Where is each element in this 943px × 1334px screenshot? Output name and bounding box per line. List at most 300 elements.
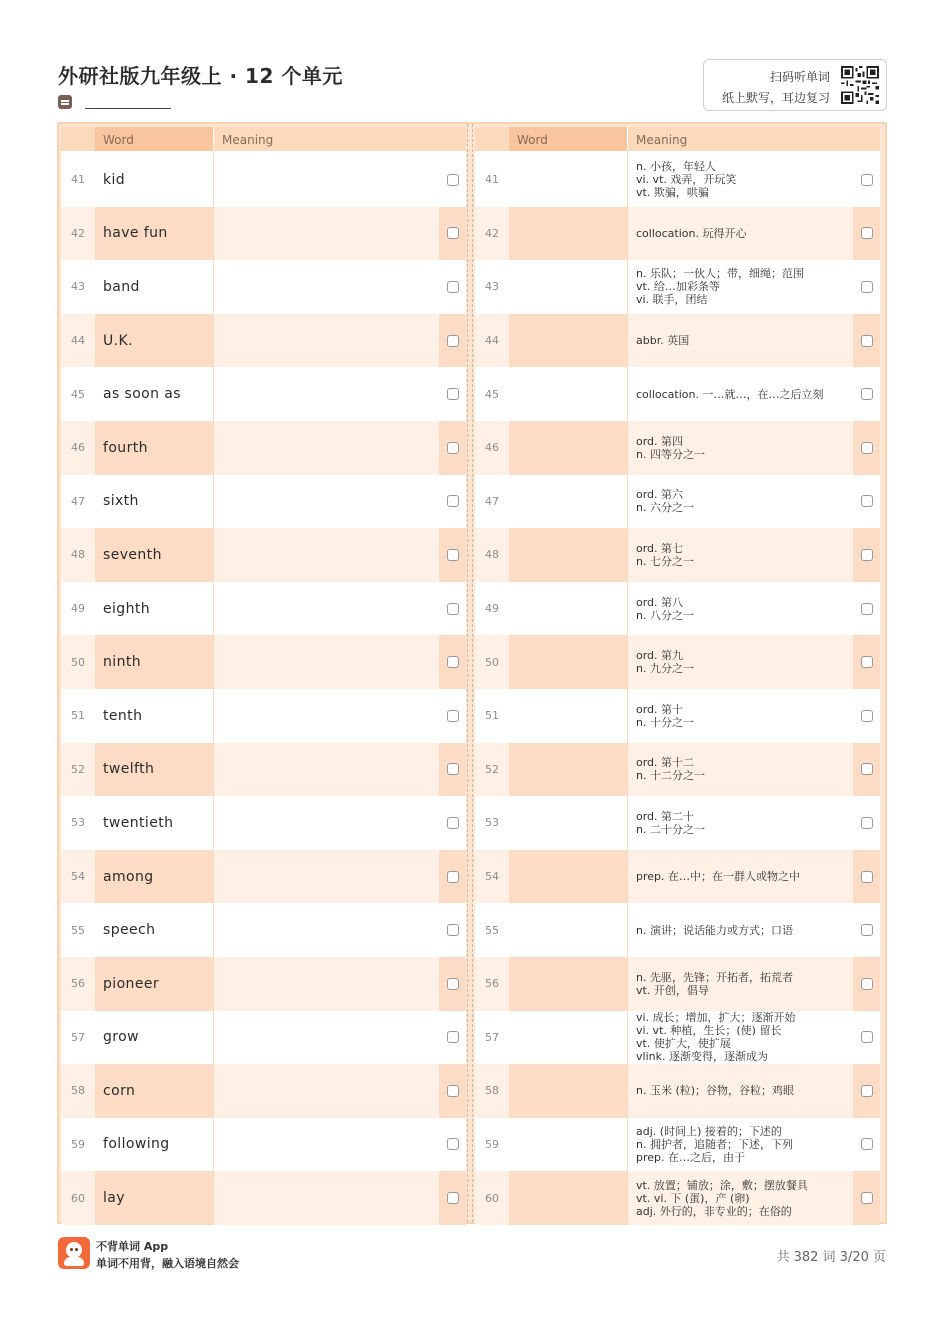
table-row — [475, 743, 880, 797]
table-row — [61, 635, 466, 689]
meaning-cell[interactable] — [627, 796, 853, 850]
checkbox[interactable] — [861, 924, 873, 936]
check-cell — [853, 1011, 880, 1065]
check-cell — [439, 528, 466, 582]
app-logo — [58, 1237, 90, 1269]
word-cell — [509, 582, 627, 636]
meaning-cell[interactable] — [627, 528, 853, 582]
checkbox[interactable] — [861, 710, 873, 722]
row-number: 44 — [71, 334, 85, 348]
check-cell — [853, 421, 880, 475]
scan-subcaption: 纸上默写，耳边复习 — [721, 91, 830, 105]
meaning-cell — [213, 743, 439, 797]
checkbox[interactable] — [447, 978, 459, 990]
row-number: 47 — [71, 494, 85, 508]
word-cell[interactable]: following — [95, 1118, 213, 1172]
checkbox[interactable] — [447, 1138, 459, 1150]
meaning-cell — [213, 796, 439, 850]
mascot-eye-icon — [70, 1248, 73, 1251]
meaning-line: prep. 在…中；在一群人或物之中 — [636, 870, 801, 884]
word-cell — [509, 1118, 627, 1172]
meaning-cell — [213, 635, 439, 689]
table-row — [61, 796, 466, 850]
meaning-cell — [213, 528, 439, 582]
fold-divider — [467, 124, 473, 1222]
table-row — [61, 689, 466, 743]
row-number: 58 — [71, 1084, 85, 1098]
row-number: 58 — [485, 1084, 499, 1098]
table-row — [61, 1118, 466, 1172]
row-number: 47 — [485, 494, 499, 508]
table-row — [61, 582, 466, 636]
meaning-cell[interactable] — [627, 260, 853, 314]
checkbox[interactable] — [447, 1031, 459, 1043]
check-cell — [853, 1064, 880, 1118]
meaning-line: n. 九分之一 — [636, 662, 694, 676]
mascot-face-icon — [66, 1242, 82, 1258]
row-number: 43 — [71, 280, 85, 294]
meaning-line: vt. 欺骗，哄骗 — [636, 186, 709, 200]
footer-slogan: 单词不用背，融入语境自然会 — [96, 1257, 239, 1270]
table-row — [61, 528, 466, 582]
meaning-line: vt. 开创，倡导 — [636, 983, 709, 997]
check-cell — [853, 260, 880, 314]
row-number: 52 — [71, 762, 85, 776]
checkbox[interactable] — [861, 656, 873, 668]
meaning-cell[interactable] — [627, 1171, 853, 1225]
check-cell — [853, 582, 880, 636]
row-number: 56 — [485, 977, 499, 991]
page-indicator: 共 382 词 3/20 页 — [776, 1250, 886, 1265]
checkbox[interactable] — [447, 710, 459, 722]
meaning-cell[interactable] — [627, 1064, 853, 1118]
checkbox[interactable] — [447, 388, 459, 400]
column-header-word: Word — [95, 127, 213, 151]
meaning-line: n. 十分之一 — [636, 715, 694, 729]
checkbox[interactable] — [447, 281, 459, 293]
table-row — [61, 903, 466, 957]
footer-app-name: 不背单词 App — [96, 1240, 169, 1253]
meaning-line: ord. 第四 — [636, 434, 684, 448]
meaning-cell — [213, 957, 439, 1011]
check-cell — [853, 957, 880, 1011]
check-cell — [439, 957, 466, 1011]
table-row — [475, 582, 880, 636]
row-number: 60 — [485, 1191, 499, 1205]
word-cell — [509, 207, 627, 261]
column-header-word: Word — [509, 127, 627, 151]
row-number: 48 — [71, 548, 85, 562]
row-number: 53 — [485, 816, 499, 830]
row-number: 41 — [71, 173, 85, 187]
meaning-cell[interactable] — [627, 957, 853, 1011]
meaning-cell — [213, 260, 439, 314]
meaning-cell[interactable] — [627, 314, 853, 368]
table-header — [61, 127, 466, 151]
meaning-line: n. 演讲；说话能力或方式；口语 — [636, 923, 793, 937]
table-row — [61, 850, 466, 904]
meaning-cell[interactable] — [627, 421, 853, 475]
check-cell — [853, 1118, 880, 1172]
checkbox[interactable] — [447, 442, 459, 454]
table-row — [475, 796, 880, 850]
check-cell — [439, 1064, 466, 1118]
row-number: 44 — [485, 334, 499, 348]
meaning-cell — [213, 1118, 439, 1172]
word-cell[interactable]: corn — [95, 1064, 213, 1118]
table-row — [475, 153, 880, 207]
table-row — [475, 850, 880, 904]
meaning-cell[interactable] — [627, 153, 853, 207]
vocabulary-sheet — [57, 122, 887, 1224]
row-number: 59 — [71, 1137, 85, 1151]
checkbox[interactable] — [447, 227, 459, 239]
meaning-cell[interactable] — [627, 475, 853, 529]
table-row — [475, 1118, 880, 1172]
meaning-cell[interactable] — [627, 207, 853, 261]
checkbox[interactable] — [447, 495, 459, 507]
meaning-line: vlink. 逐渐变得，逐渐成为 — [636, 1050, 768, 1064]
check-cell — [439, 314, 466, 368]
checkbox[interactable] — [447, 871, 459, 883]
word-cell — [509, 1011, 627, 1065]
checkbox[interactable] — [447, 656, 459, 668]
table-row — [475, 1064, 880, 1118]
table-row — [61, 475, 466, 529]
table-header — [475, 127, 880, 151]
meaning-line: adj. (时间上) 接着的；下述的 — [636, 1124, 782, 1138]
check-cell — [853, 903, 880, 957]
table-row — [61, 957, 466, 1011]
meaning-cell — [213, 421, 439, 475]
row-number: 53 — [71, 816, 85, 830]
checkbox[interactable] — [861, 388, 873, 400]
word-cell — [509, 635, 627, 689]
check-cell — [439, 1118, 466, 1172]
meaning-line: ord. 第十二 — [636, 756, 695, 770]
check-cell — [439, 1171, 466, 1225]
meaning-line: ord. 第八 — [636, 595, 684, 609]
check-cell — [439, 850, 466, 904]
meaning-cell[interactable] — [627, 367, 853, 421]
word-rows — [61, 153, 466, 1225]
check-cell — [853, 367, 880, 421]
row-number: 55 — [71, 923, 85, 937]
row-number: 50 — [71, 655, 85, 669]
word-cell — [509, 314, 627, 368]
meaning-column-panel — [475, 127, 880, 1220]
checkbox[interactable] — [447, 924, 459, 936]
meaning-line: collocation. 一…就…，在…之后立刻 — [636, 387, 824, 401]
meaning-cell[interactable] — [627, 689, 853, 743]
table-row — [475, 689, 880, 743]
check-cell — [439, 421, 466, 475]
checkbox[interactable] — [861, 978, 873, 990]
meaning-rows — [475, 153, 880, 1225]
table-row — [475, 903, 880, 957]
word-cell[interactable]: speech — [95, 903, 213, 957]
check-cell — [853, 689, 880, 743]
name-tag-icon — [58, 95, 72, 109]
meaning-line: ord. 第九 — [636, 649, 684, 663]
check-cell — [439, 475, 466, 529]
table-row — [475, 528, 880, 582]
word-cell — [509, 528, 627, 582]
row-number: 42 — [71, 226, 85, 240]
word-cell — [509, 421, 627, 475]
checkbox[interactable] — [861, 871, 873, 883]
scan-caption: 扫码听单词 — [769, 70, 830, 84]
checkbox[interactable] — [861, 335, 873, 347]
meaning-line: vt. 给…加彩条等 — [636, 280, 720, 294]
table-row — [61, 1011, 466, 1065]
check-cell — [439, 207, 466, 261]
check-cell — [853, 528, 880, 582]
row-number: 43 — [485, 280, 499, 294]
meaning-cell — [213, 1064, 439, 1118]
checkbox[interactable] — [447, 603, 459, 615]
table-row — [61, 314, 466, 368]
meaning-line: vt. vi. 下 (蛋)，产 (卵) — [636, 1191, 750, 1205]
checkbox[interactable] — [861, 817, 873, 829]
table-row — [475, 207, 880, 261]
meaning-cell[interactable] — [627, 635, 853, 689]
meaning-line: vi. 联手，团结 — [636, 293, 708, 307]
mascot-eye-icon — [75, 1248, 78, 1251]
meaning-line: n. 八分之一 — [636, 608, 694, 622]
check-cell — [439, 743, 466, 797]
row-number: 57 — [485, 1030, 499, 1044]
meaning-cell[interactable] — [627, 582, 853, 636]
word-cell — [509, 153, 627, 207]
checkbox[interactable] — [861, 281, 873, 293]
check-cell — [853, 1171, 880, 1225]
table-row — [61, 743, 466, 797]
qr-code-icon[interactable] — [841, 66, 879, 104]
meaning-line: collocation. 玩得开心 — [636, 226, 747, 240]
word-cell[interactable]: tenth — [95, 689, 213, 743]
word-cell[interactable]: among — [95, 850, 213, 904]
word-cell — [509, 1171, 627, 1225]
word-cell[interactable]: twelfth — [95, 743, 213, 797]
row-number: 55 — [485, 923, 499, 937]
scan-qr-panel[interactable] — [703, 59, 887, 111]
row-number: 45 — [485, 387, 499, 401]
table-row — [61, 421, 466, 475]
table-row — [475, 1171, 880, 1225]
meaning-line: n. 先驱，先锋；开拓者，拓荒者 — [636, 970, 793, 984]
row-number: 54 — [485, 870, 499, 884]
checkbox[interactable] — [447, 817, 459, 829]
meaning-cell — [213, 1171, 439, 1225]
meaning-line: vi. vt. 种植，生长；(使) 留长 — [636, 1024, 782, 1038]
meaning-line: ord. 第七 — [636, 541, 684, 555]
row-number: 51 — [71, 709, 85, 723]
checkbox[interactable] — [861, 549, 873, 561]
checkbox[interactable] — [861, 1031, 873, 1043]
checkbox[interactable] — [447, 549, 459, 561]
table-row — [61, 153, 466, 207]
column-header-meaning: Meaning — [213, 127, 439, 151]
meaning-line: vi. vt. 戏弄，开玩笑 — [636, 173, 737, 187]
meaning-cell — [213, 153, 439, 207]
checkbox[interactable] — [447, 174, 459, 186]
meaning-cell — [213, 367, 439, 421]
table-row — [61, 207, 466, 261]
checkbox[interactable] — [861, 1192, 873, 1204]
check-cell — [439, 367, 466, 421]
checkbox[interactable] — [861, 227, 873, 239]
meaning-line: ord. 第六 — [636, 488, 684, 502]
check-cell — [439, 796, 466, 850]
word-cell[interactable]: pioneer — [95, 957, 213, 1011]
checkbox[interactable] — [447, 335, 459, 347]
word-cell[interactable]: twentieth — [95, 796, 213, 850]
meaning-cell[interactable] — [627, 1118, 853, 1172]
table-row — [475, 475, 880, 529]
word-cell[interactable]: fourth — [95, 421, 213, 475]
row-number: 49 — [71, 602, 85, 616]
table-row — [475, 421, 880, 475]
word-cell — [509, 957, 627, 1011]
meaning-line: n. 七分之一 — [636, 554, 694, 568]
checkbox[interactable] — [861, 1138, 873, 1150]
table-row — [61, 1171, 466, 1225]
word-cell — [509, 689, 627, 743]
check-cell — [853, 153, 880, 207]
meaning-cell[interactable] — [627, 850, 853, 904]
meaning-cell — [213, 1011, 439, 1065]
check-cell — [439, 260, 466, 314]
word-cell[interactable]: lay — [95, 1171, 213, 1225]
table-row — [475, 957, 880, 1011]
check-cell — [439, 1011, 466, 1065]
meaning-line: n. 二十分之一 — [636, 822, 705, 836]
check-cell — [853, 635, 880, 689]
word-cell[interactable]: U.K. — [95, 314, 213, 368]
word-cell[interactable]: sixth — [95, 475, 213, 529]
row-number: 60 — [71, 1191, 85, 1205]
row-number: 42 — [485, 226, 499, 240]
row-number: 45 — [71, 387, 85, 401]
page-title: 外研社版九年级上 · 12 个单元 — [58, 64, 343, 88]
meaning-line: ord. 第二十 — [636, 809, 695, 823]
meaning-cell[interactable] — [627, 903, 853, 957]
check-cell — [853, 314, 880, 368]
meaning-cell — [213, 850, 439, 904]
table-row — [61, 1064, 466, 1118]
row-number: 50 — [485, 655, 499, 669]
meaning-cell — [213, 475, 439, 529]
meaning-cell — [213, 207, 439, 261]
checkbox[interactable] — [861, 603, 873, 615]
table-row — [475, 314, 880, 368]
meaning-line: n. 十二分之一 — [636, 769, 705, 783]
check-cell — [439, 903, 466, 957]
meaning-cell[interactable] — [627, 1011, 853, 1065]
meaning-line: ord. 第十 — [636, 702, 684, 716]
word-cell — [509, 796, 627, 850]
row-number: 54 — [71, 870, 85, 884]
checkbox[interactable] — [861, 442, 873, 454]
meaning-cell — [213, 903, 439, 957]
word-cell — [509, 260, 627, 314]
check-cell — [853, 207, 880, 261]
meaning-cell — [213, 689, 439, 743]
row-number: 52 — [485, 762, 499, 776]
name-field — [58, 93, 171, 111]
checkbox[interactable] — [861, 495, 873, 507]
word-cell[interactable]: kid — [95, 153, 213, 207]
meaning-line: n. 六分之一 — [636, 501, 694, 515]
checkbox[interactable] — [861, 763, 873, 775]
meaning-line: vt. 使扩大，使扩展 — [636, 1037, 731, 1051]
row-number: 48 — [485, 548, 499, 562]
check-cell — [439, 635, 466, 689]
meaning-cell — [213, 314, 439, 368]
check-cell — [853, 743, 880, 797]
meaning-line: prep. 在…之后，由于 — [636, 1150, 746, 1164]
word-cell — [509, 743, 627, 797]
meaning-cell — [213, 582, 439, 636]
mascot-body-icon — [64, 1257, 84, 1266]
table-row — [475, 260, 880, 314]
table-row — [475, 367, 880, 421]
check-cell — [439, 689, 466, 743]
checkbox[interactable] — [447, 1085, 459, 1097]
word-column-panel — [61, 127, 466, 1220]
meaning-line: n. 玉米 (粒)；谷物，谷粒；鸡眼 — [636, 1084, 795, 1098]
row-number: 51 — [485, 709, 499, 723]
column-header-meaning: Meaning — [627, 127, 853, 151]
row-number: 46 — [485, 441, 499, 455]
meaning-line: n. 小孩，年轻人 — [636, 160, 716, 174]
meaning-line: abbr. 英国 — [636, 334, 690, 348]
word-cell[interactable]: grow — [95, 1011, 213, 1065]
row-number: 46 — [71, 441, 85, 455]
word-cell[interactable]: band — [95, 260, 213, 314]
check-cell — [853, 796, 880, 850]
checkbox[interactable] — [447, 763, 459, 775]
table-row — [61, 367, 466, 421]
check-cell — [439, 153, 466, 207]
word-cell[interactable]: seventh — [95, 528, 213, 582]
word-cell[interactable]: have fun — [95, 207, 213, 261]
checkbox[interactable] — [861, 174, 873, 186]
row-number: 49 — [485, 602, 499, 616]
table-row — [475, 1011, 880, 1065]
checkbox[interactable] — [861, 1085, 873, 1097]
meaning-line: n. 四等分之一 — [636, 447, 705, 461]
meaning-line: adj. 外行的，非专业的；在俗的 — [636, 1204, 792, 1218]
checkbox[interactable] — [447, 1192, 459, 1204]
row-number: 59 — [485, 1137, 499, 1151]
word-cell[interactable]: as soon as — [95, 367, 213, 421]
word-cell[interactable]: ninth — [95, 635, 213, 689]
row-number: 41 — [485, 173, 499, 187]
meaning-line: n. 乐队；一伙人；带，细绳；范围 — [636, 267, 804, 281]
word-cell — [509, 367, 627, 421]
meaning-cell[interactable] — [627, 743, 853, 797]
check-cell — [439, 582, 466, 636]
row-number: 57 — [71, 1030, 85, 1044]
word-cell — [509, 475, 627, 529]
meaning-line: vi. 成长；增加，扩大；逐渐开始 — [636, 1011, 796, 1025]
word-cell — [509, 1064, 627, 1118]
name-blank-line[interactable] — [85, 95, 171, 109]
word-cell[interactable]: eighth — [95, 582, 213, 636]
table-row — [61, 260, 466, 314]
